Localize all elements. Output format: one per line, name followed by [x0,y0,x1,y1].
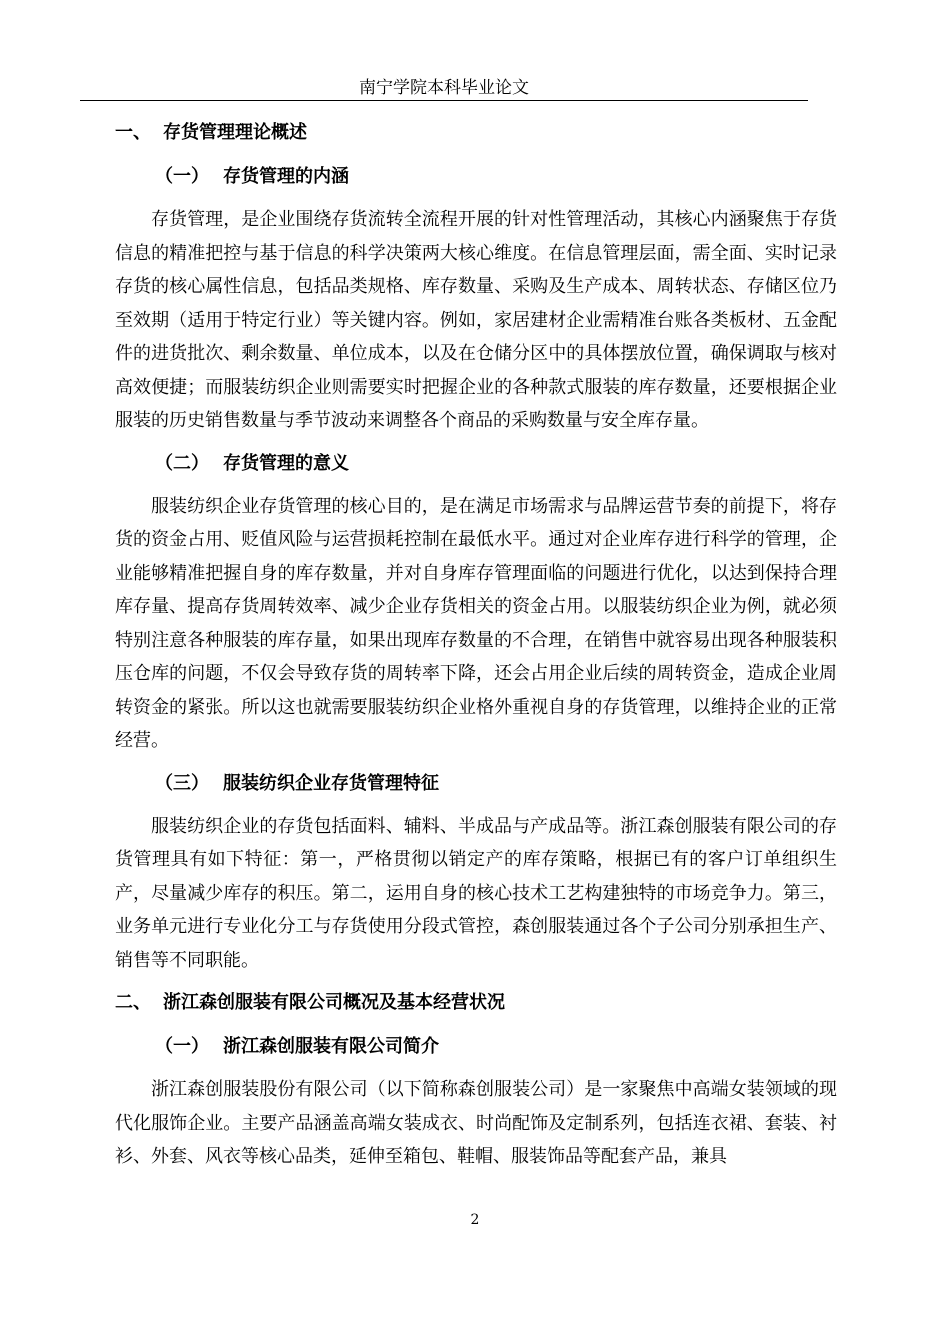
subsection-number: （二） [155,452,209,474]
subsection-number: （三） [155,772,209,794]
body-paragraph: 服装纺织企业存货管理的核心目的，是在满足市场需求与品牌运营节奏的前提下，将存货的资金占用、贬值风险与运营损耗控制在最低水平。通过对企业库存进行科学的管理，企业能够精准把握自身的库存数量，并对自身库存管理面临的问题进行优化，以达到保持合理库存量、提高存货周转效率、减少企业存货相关的资金占用。以服装纺织企业为例，就必须特别注意各种服装的库存量，如果出现库存数量的不合理，在销售中就容易出现各种服装积压仓库的问题，不仅会导致存货的周转率下降，还会占用企业后续的周转资金，造成企业周转资金的紧张。所以这也就需要服装纺织企业格外重视自身的存货管理，以维持企业的正常经营。 [115,495,837,751]
page-number: 2 [470,1212,480,1228]
subsection-title: 服装纺织企业存货管理特征 [223,772,439,794]
section-title: 浙江森创服装有限公司概况及基本经营状况 [163,992,505,1013]
header-rule [80,100,808,101]
running-header: 南宁学院本科毕业论文 [359,78,529,98]
section-title: 存货管理理论概述 [163,122,307,143]
section-heading [115,985,837,1021]
subsection-heading [155,1029,837,1065]
section-heading [115,115,837,151]
body-paragraph: 存货管理，是企业围绕存货流转全流程开展的针对性管理活动，其核心内涵聚焦于存货信息的精准把控与基于信息的科学决策两大核心维度。在信息管理层面，需全面、实时记录存货的核心属性信息，包括品类规格、库存数量、采购及生产成本、周转状态、存储区位乃至效期（适用于特定行业）等关键内容。例如，家居建材企业需精准台账各类板材、五金配件的进货批次、剩余数量、单位成本，以及在仓储分区中的具体摆放位置，确保调取与核对高效便捷；而服装纺织企业则需要实时把握企业的各种款式服装的库存数量，还要根据企业服装的历史销售数量与季节波动来调整各个商品的采购数量与安全库存量。 [115,209,837,431]
section-number: 二、 [115,992,151,1013]
subsection-heading [155,159,837,195]
subsection-number: （一） [155,1036,209,1057]
subsection-title: 存货管理的意义 [223,452,349,474]
section-number: 一、 [115,122,151,143]
subsection-title: 存货管理的内涵 [223,166,349,187]
subsection-heading [155,766,837,802]
subsection-heading [155,446,837,482]
subsection-number: （一） [155,166,209,187]
body-paragraph: 浙江森创服装股份有限公司（以下简称森创服装公司）是一家聚焦中高端女装领域的现代化服饰企业。主要产品涵盖高端女装成衣、时尚配饰及定制系列，包括连衣裙、套装、衬衫、外套、风衣等核心品类，延伸至箱包、鞋帽、服装饰品等配套产品，兼具 [115,1079,837,1167]
body-paragraph: 服装纺织企业的存货包括面料、辅料、半成品与产成品等。浙江森创服装有限公司的存货管理具有如下特征：第一，严格贯彻以销定产的库存策略，根据已有的客户订单组织生产，尽量减少库存的积压。第二，运用自身的核心技术工艺构建独特的市场竞争力。第三，业务单元进行专业化分工与存货使用分段式管控，森创服装通过各个子公司分别承担生产、销售等不同职能。 [115,815,837,971]
document-body [115,115,837,1174]
subsection-title: 浙江森创服装有限公司简介 [223,1036,439,1057]
